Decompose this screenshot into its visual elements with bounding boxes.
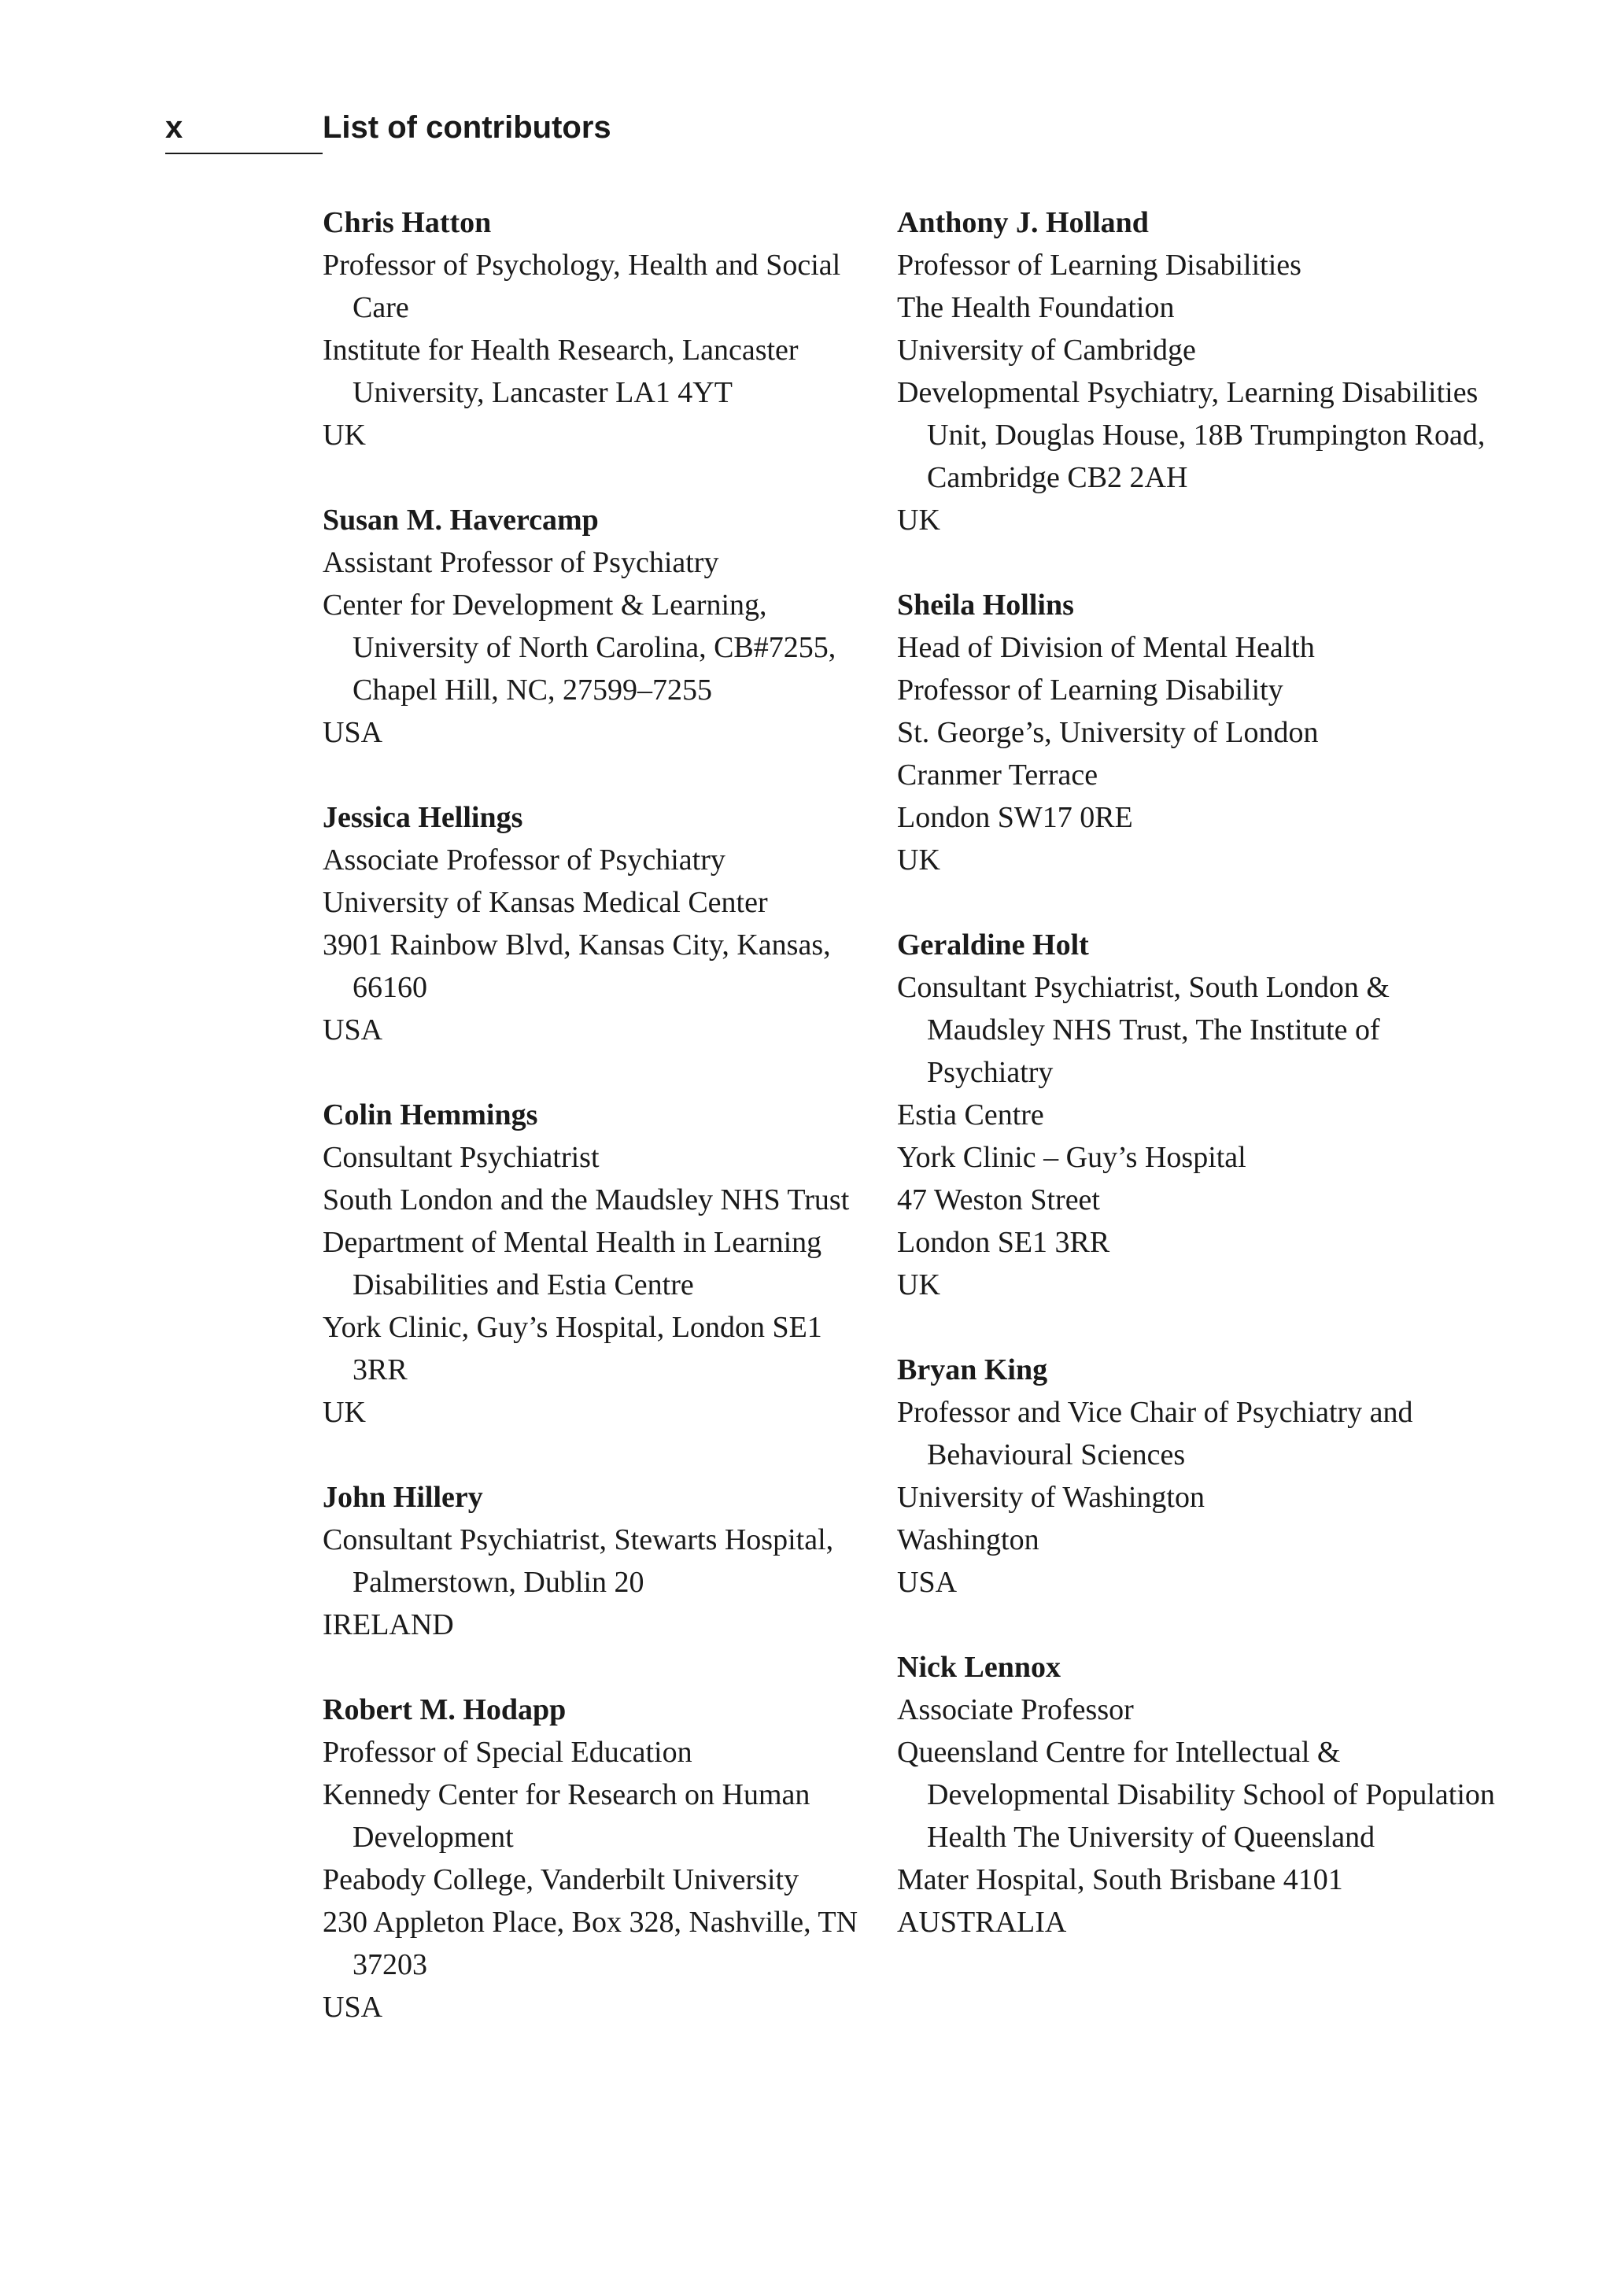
contributor-line: UK (323, 1396, 366, 1429)
page-title: List of contributors (323, 110, 611, 145)
contributor-line: The Health Foundation (897, 291, 1175, 324)
contributor-entry (323, 499, 881, 754)
right-column (897, 201, 1495, 1986)
contributor-line: London SW17 0RE (897, 801, 1133, 834)
contributor-name: Anthony J. Holland (897, 206, 1149, 239)
contributor-entry (897, 1349, 1495, 1604)
contributor-name: Bryan King (897, 1353, 1048, 1386)
contributor-line: University of Cambridge (897, 334, 1196, 367)
contributor-line: Associate Professor of Psychiatry (323, 843, 725, 877)
contributor-line: Professor and Vice Chair of Psychiatry and Behavioural Sciences (897, 1396, 1413, 1471)
contributor-line: Professor of Psychology, Health and Social Care (323, 249, 841, 324)
contributor-line: UK (897, 843, 940, 877)
contributor-line: USA (323, 1013, 383, 1046)
contributor-name: Geraldine Holt (897, 928, 1089, 962)
contributor-line: University of Washington (897, 1481, 1205, 1514)
contributor-entry (897, 1646, 1495, 1943)
contributor-line: Consultant Psychiatrist, Stewarts Hospital, Palmerstown, Dublin 20 (323, 1523, 834, 1599)
contributor-entry (897, 924, 1495, 1306)
contributor-line: USA (323, 716, 383, 749)
header-rule (165, 153, 323, 154)
contributor-line: Institute for Health Research, Lancaster University, Lancaster LA1 4YT (323, 334, 799, 409)
contributor-line: York Clinic, Guy’s Hospital, London SE1 3RR (323, 1311, 822, 1386)
page-header (165, 107, 1503, 162)
contributor-line: USA (897, 1566, 958, 1599)
contributor-name: Chris Hatton (323, 206, 492, 239)
contributor-entry (323, 796, 881, 1051)
contributor-line: 3901 Rainbow Blvd, Kansas City, Kansas, 66160 (323, 928, 831, 1004)
contributor-entry (323, 1094, 881, 1434)
contributor-line: 230 Appleton Place, Box 328, Nashville, TN 37203 (323, 1906, 858, 1981)
contributor-line: Department of Mental Health in Learning Disabilities and Estia Centre (323, 1226, 822, 1301)
contributor-line: Assistant Professor of Psychiatry (323, 546, 719, 579)
contributor-name: Colin Hemmings (323, 1098, 538, 1131)
contributor-line: UK (897, 504, 940, 537)
contributor-entry (897, 201, 1495, 541)
contributor-name: Sheila Hollins (897, 589, 1074, 622)
contributor-line: Consultant Psychiatrist, South London & Maudsley NHS Trust, The Institute of Psychiatry (897, 971, 1390, 1089)
contributor-line: St. George’s, University of London (897, 716, 1319, 749)
left-column (323, 201, 881, 2071)
contributor-entry (897, 584, 1495, 881)
contributor-line: AUSTRALIA (897, 1906, 1067, 1939)
contributor-line: UK (323, 419, 366, 452)
contributor-line: Cranmer Terrace (897, 759, 1098, 792)
contributor-line: South London and the Maudsley NHS Trust (323, 1183, 850, 1216)
contributor-line: Associate Professor (897, 1693, 1134, 1726)
contributor-line: Developmental Psychiatry, Learning Disabilities Unit, Douglas House, 18B Trumpington Road, Cambridge CB2 2AH (897, 376, 1486, 494)
contributor-line: Professor of Learning Disabilities (897, 249, 1301, 282)
contributor-line: Consultant Psychiatrist (323, 1141, 600, 1174)
contributor-line: Head of Division of Mental Health (897, 631, 1315, 664)
page-number: x (165, 110, 183, 145)
contributor-line: IRELAND (323, 1608, 454, 1641)
contributor-name: Susan M. Havercamp (323, 504, 599, 537)
contributor-name: Robert M. Hodapp (323, 1693, 567, 1726)
contributor-name: Nick Lennox (897, 1651, 1061, 1684)
contributor-line: Peabody College, Vanderbilt University (323, 1863, 799, 1896)
contributor-line: UK (897, 1268, 940, 1301)
contributor-line: USA (323, 1991, 383, 2024)
contributor-entry (323, 1476, 881, 1646)
contributor-line: Professor of Special Education (323, 1736, 692, 1769)
contributor-name: John Hillery (323, 1481, 483, 1514)
contributor-line: 47 Weston Street (897, 1183, 1100, 1216)
contributor-entry (323, 1689, 881, 2028)
contributor-line: Queensland Centre for Intellectual & Developmental Disability School of Population Health The University of Queensland (897, 1736, 1495, 1854)
contributor-line: Mater Hospital, South Brisbane 4101 (897, 1863, 1343, 1896)
contributor-line: York Clinic – Guy’s Hospital (897, 1141, 1246, 1174)
contributor-line: Kennedy Center for Research on Human Development (323, 1778, 810, 1854)
contributor-line: Washington (897, 1523, 1039, 1556)
contributor-entry (323, 201, 881, 456)
contributor-name: Jessica Hellings (323, 801, 523, 834)
contributor-line: London SE1 3RR (897, 1226, 1110, 1259)
contributor-line: Professor of Learning Disability (897, 674, 1283, 707)
contributor-line: University of Kansas Medical Center (323, 886, 768, 919)
contributor-line: Estia Centre (897, 1098, 1044, 1131)
contributor-line: Center for Development & Learning, University of North Carolina, CB#7255, Chapel Hill, NC, 27599–7255 (323, 589, 836, 707)
